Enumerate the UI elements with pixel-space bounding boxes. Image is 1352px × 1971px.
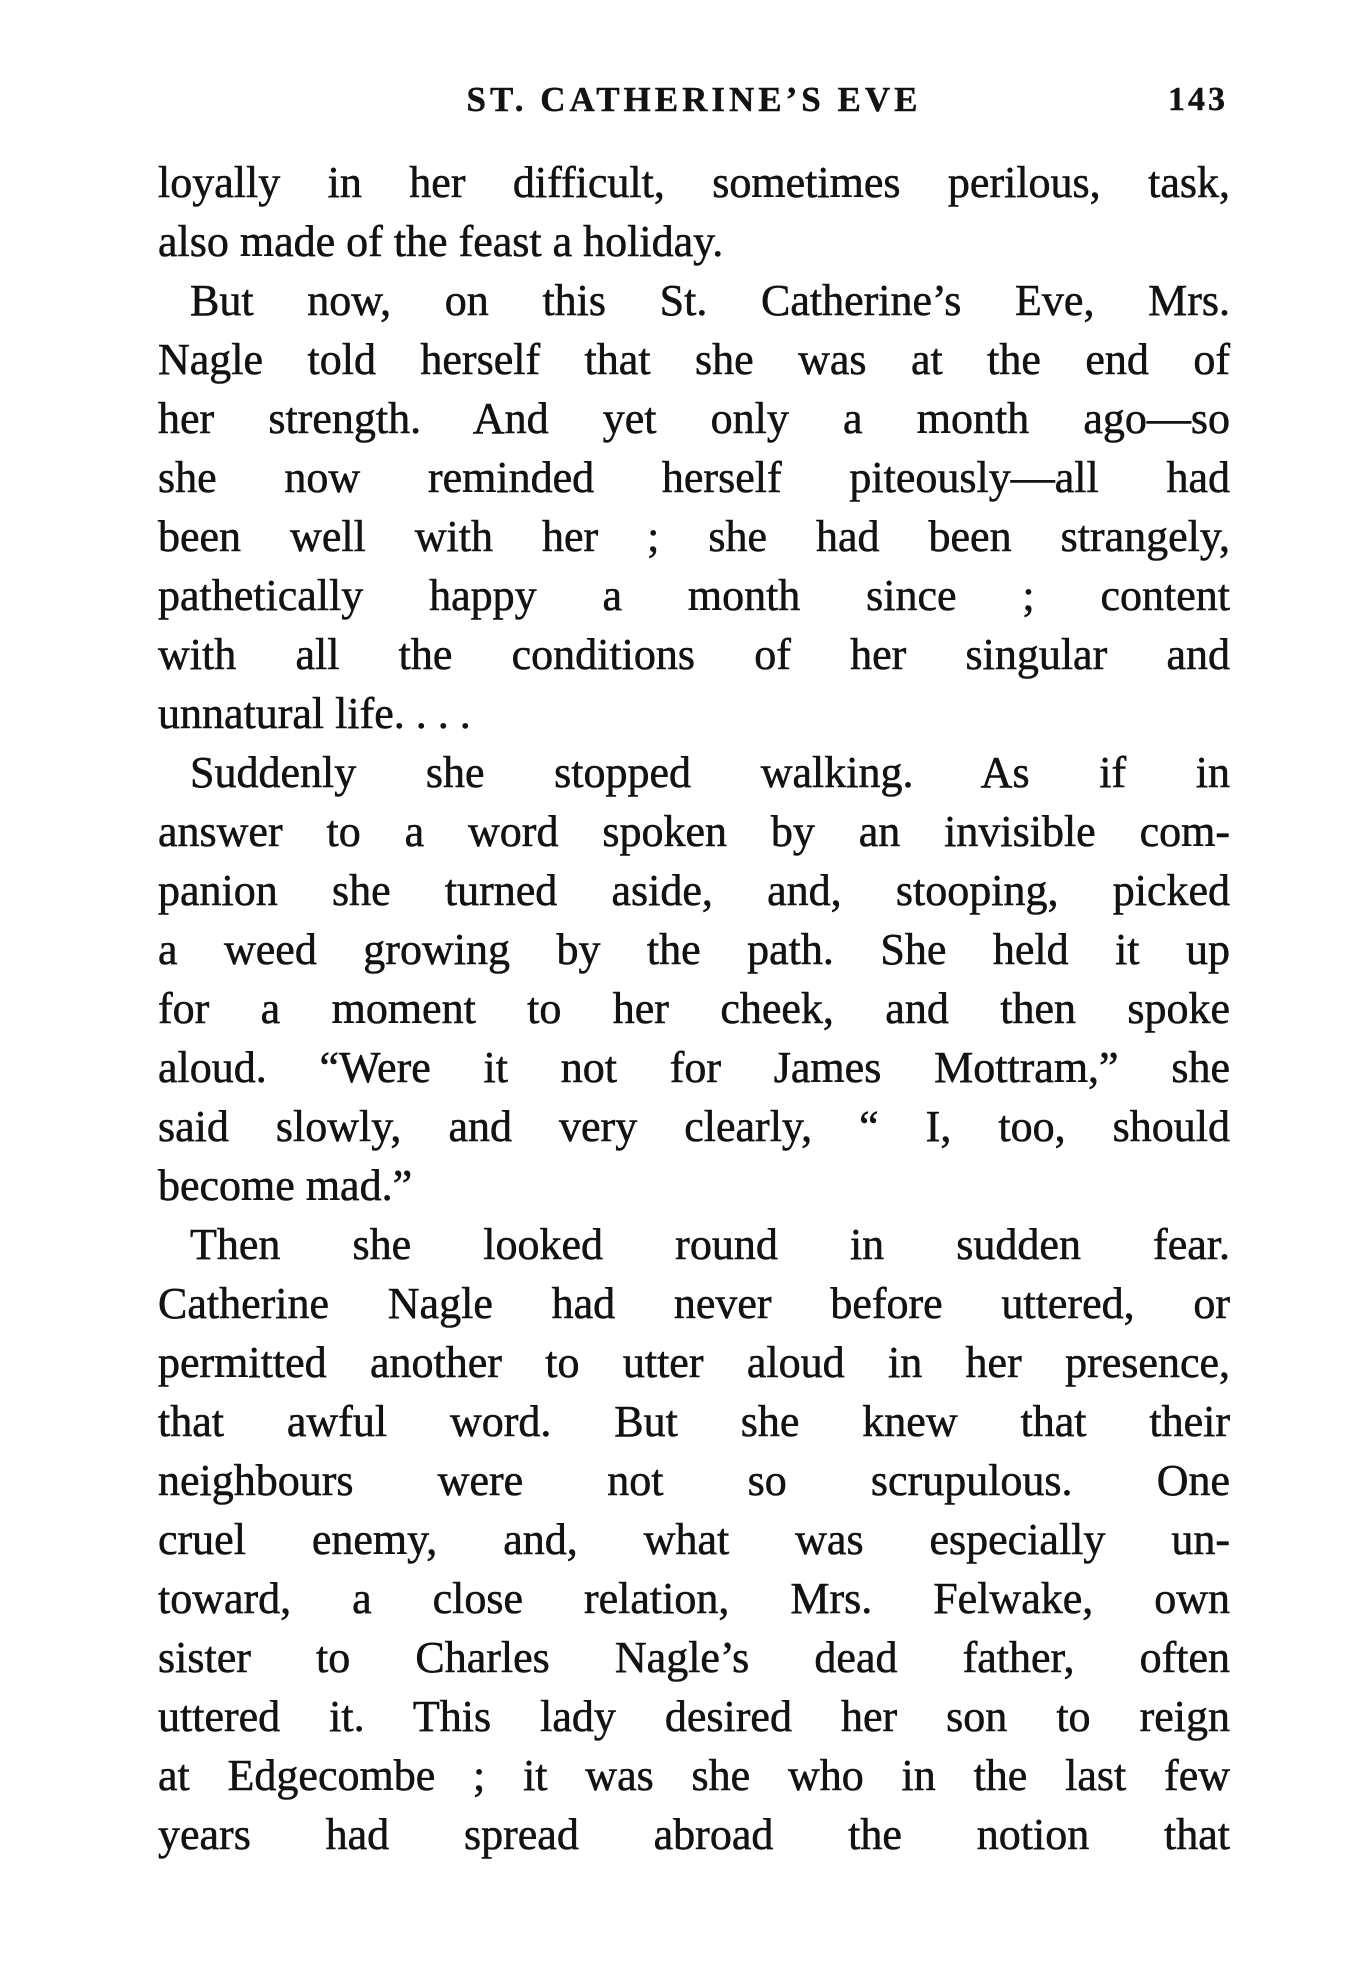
text-line: Then she looked round in sudden fear. [190, 1220, 1230, 1269]
text-line: with all the conditions of her singular and [158, 630, 1230, 679]
text-line: also made of the feast a holiday. [158, 217, 724, 266]
text-line: loyally in her difficult, sometimes perilous, task, [158, 158, 1230, 207]
text-line: uttered it. This lady desired her son to reign [158, 1692, 1230, 1741]
text-line: a weed growing by the path. She held it up [158, 925, 1230, 974]
text-line: neighbours were not so scrupulous. One [158, 1456, 1230, 1505]
text-line: for a moment to her cheek, and then spoke [158, 984, 1230, 1033]
page-number: 143 [1168, 81, 1228, 118]
text-line: she now reminded herself piteously—all had [158, 453, 1230, 502]
running-header-title: ST. CATHERINE’S EVE [466, 80, 922, 119]
text-line: become mad.” [158, 1161, 413, 1210]
text-line: her strength. And yet only a month ago—so [158, 394, 1230, 443]
text-line: panion she turned aside, and, stooping, picked [158, 866, 1230, 915]
text-line: pathetically happy a month since ; content [158, 571, 1230, 620]
running-header [158, 80, 1230, 126]
text-line: sister to Charles Nagle’s dead father, often [158, 1633, 1230, 1682]
page-body [158, 153, 1230, 1864]
text-line: But now, on this St. Catherine’s Eve, Mrs. [190, 276, 1230, 325]
text-line: permitted another to utter aloud in her presence, [158, 1338, 1230, 1387]
text-line: Nagle told herself that she was at the end of [158, 335, 1230, 384]
text-line: at Edgecombe ; it was she who in the last few [158, 1751, 1230, 1800]
text-line: years had spread abroad the notion that [158, 1810, 1230, 1859]
text-line: cruel enemy, and, what was especially un- [158, 1515, 1230, 1564]
text-line: that awful word. But she knew that their [158, 1397, 1230, 1446]
text-line: Suddenly she stopped walking. As if in [190, 748, 1230, 797]
text-line: aloud. “Were it not for James Mottram,” she [158, 1043, 1230, 1092]
text-line: said slowly, and very clearly, “ I, too, should [158, 1102, 1230, 1151]
text-line: answer to a word spoken by an invisible com- [158, 807, 1230, 856]
text-line: toward, a close relation, Mrs. Felwake, own [158, 1574, 1230, 1623]
text-line: unnatural life. . . . [158, 689, 471, 738]
text-line: Catherine Nagle had never before uttered, or [158, 1279, 1230, 1328]
text-line: been well with her ; she had been strangely, [158, 512, 1230, 561]
